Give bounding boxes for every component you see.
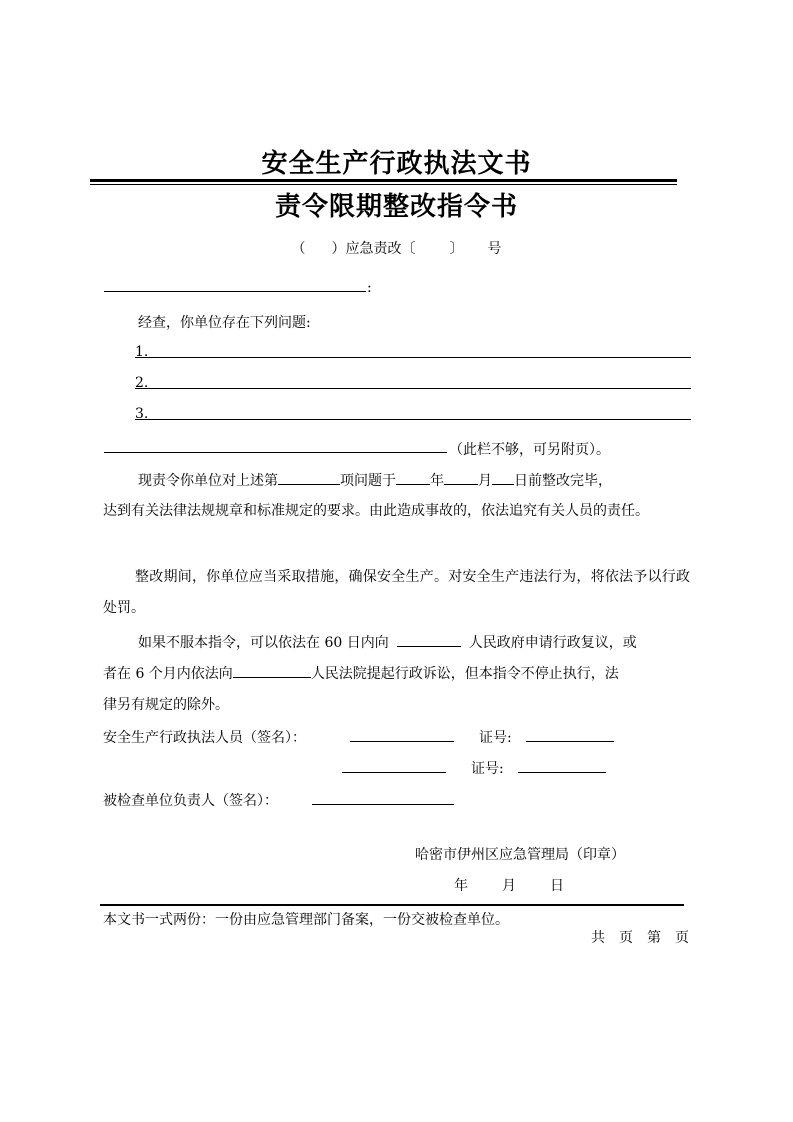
problem-line-1[interactable] [135,343,691,358]
doc-number-middle: ）应急责改〔 [331,241,416,257]
day-blank[interactable] [492,470,514,485]
para3-text-b: 人民政府申请行政复议，或 [468,635,637,651]
month-blank[interactable] [444,470,478,485]
para3-line1 [138,632,637,652]
para3-line3: 律另有规定的除外。 [103,697,229,713]
para3-text-d: 人民法院提起行政诉讼，但本指令不停止执行，法 [310,666,619,682]
footer-note: 本文书一式两份：一份由应急管理部门备案，一份交被检查单位。 [103,912,509,928]
cert-label-2: 证号: [471,761,504,777]
title-rule-thick [90,179,677,182]
doc-number-suffix: 号 [487,241,502,257]
government-blank[interactable] [397,632,461,647]
problem-line-3[interactable] [135,405,691,420]
page-label-2: 页 [675,930,689,946]
page-total-label: 共 [591,930,605,946]
cert-number-2[interactable] [518,758,606,773]
agency-seal: 哈密市伊州区应急管理局（印章） [415,847,625,863]
extra-line[interactable] [104,438,447,453]
para1-text-b: 项问题于 [340,473,396,489]
document-number [0,238,793,258]
para1-text-d: 月 [478,473,492,489]
document-main-title: 安全生产行政执法文书 [261,149,532,179]
officer-label: 安全生产行政执法人员（签名）： [103,730,306,746]
para3-text-a: 如果不服本指令，可以依法在 60 日内向 [138,635,389,651]
item-number-blank[interactable] [278,470,340,485]
date-month: 月 [502,878,516,894]
title-rule-thin [90,184,677,185]
para1-rest: 达到有关法律法规规章和标准规定的要求。由此造成事故的，依法追究有关人员的责任。 [103,503,649,519]
para3-line2 [103,663,619,683]
problem-number-3: 3. [135,406,149,422]
page-label: 页 [619,930,633,946]
para2: 整改期间，你单位应当采取措施，确保安全生产。对安全生产违法行为，将依法予以行政处罚。 [103,569,690,616]
officer-signature-1[interactable] [350,727,454,742]
date-year: 年 [454,878,468,894]
problem-number-1: 1. [135,344,149,360]
footer-separator [100,904,684,906]
court-blank[interactable] [233,663,311,678]
cert-number-1[interactable] [526,727,614,742]
addressee-line[interactable] [104,277,366,292]
inspected-signature[interactable] [312,790,454,805]
para1-text-e: 日前整改完毕， [514,473,612,489]
para1-text-a: 现责令你单位对上述第 [138,473,278,489]
doc-number-bracket: 〕 [449,241,464,257]
date-day: 日 [550,878,564,894]
intro-text: 经查，你单位存在下列问题: [138,315,311,331]
para1-text-c: 年 [430,473,444,489]
addressee-colon: : [367,280,372,296]
para3-text-c: 者在 6 个月内依法向 [103,666,233,682]
extra-note: （此栏不够，可另附页）。 [449,442,610,458]
date-line [454,875,564,895]
cert-label-1: 证号: [479,730,512,746]
year-blank[interactable] [396,470,430,485]
doc-number-open: （ [291,241,306,257]
problem-line-2[interactable] [135,374,691,389]
page-nth-label: 第 [647,930,661,946]
para1-line1 [138,470,612,490]
page-info [591,927,689,947]
document-subtitle: 责令限期整改指令书 [274,192,518,222]
inspected-label: 被检查单位负责人（签名）： [103,793,278,809]
problem-number-2: 2. [135,375,149,391]
officer-signature-2[interactable] [342,758,446,773]
